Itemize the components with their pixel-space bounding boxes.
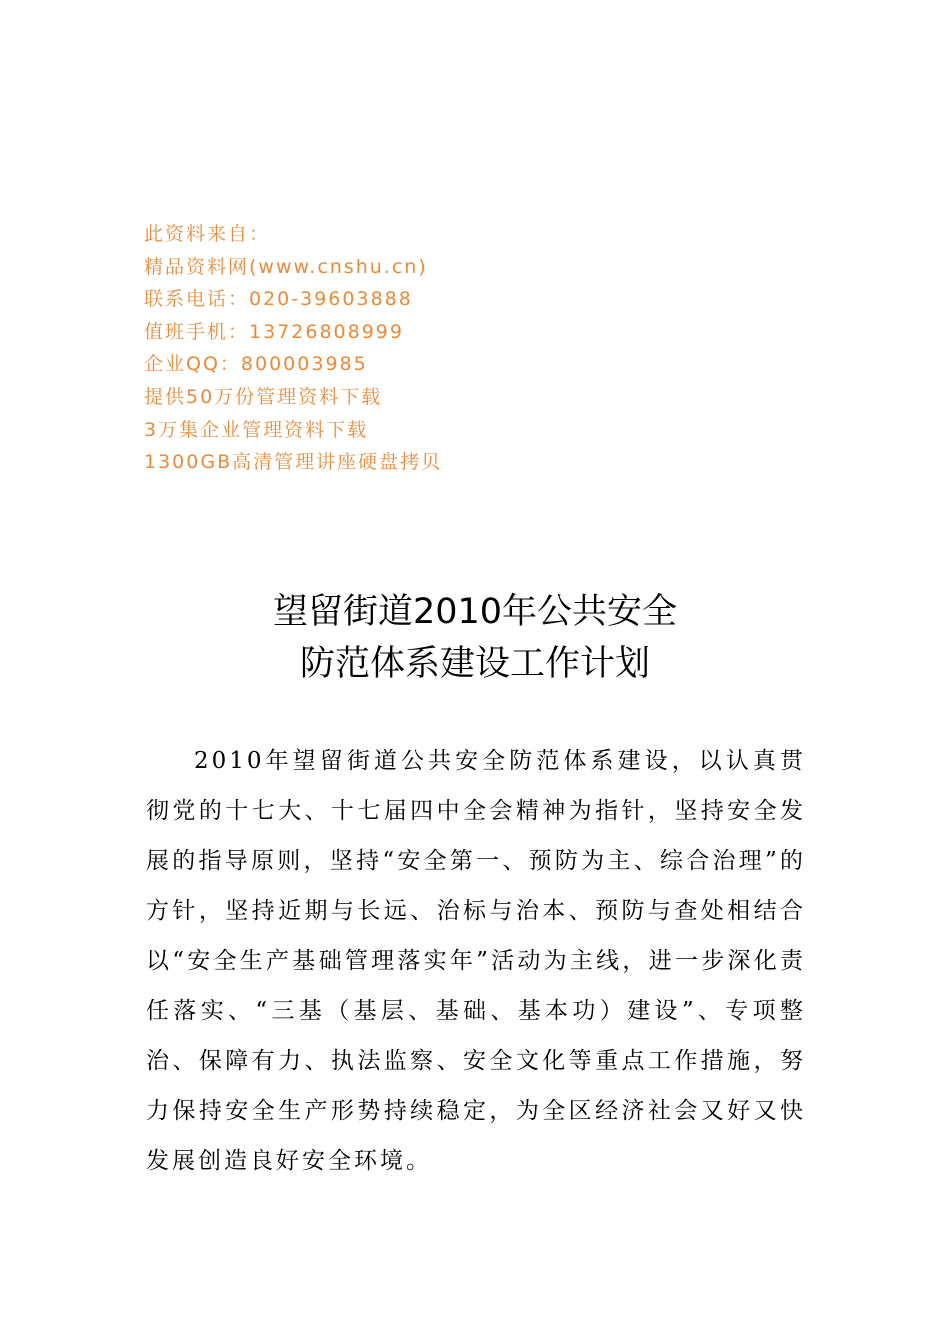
source-line-website: 精品资料网(www.cnshu.cn) bbox=[144, 255, 428, 278]
source-line-offer-lectures: 1300GB高清管理讲座硬盘拷贝 bbox=[144, 451, 443, 474]
source-line-phone: 联系电话：020-39603888 bbox=[144, 288, 413, 311]
document-title-line-1: 望留街道2010年公共安全 bbox=[272, 592, 678, 632]
source-line-qq: 企业QQ：800003985 bbox=[144, 353, 368, 376]
source-info-block bbox=[144, 218, 664, 479]
source-line-intro: 此资料来自： bbox=[144, 223, 271, 245]
source-line-offer-videos: 3万集企业管理资料下载 bbox=[144, 418, 369, 441]
document-title bbox=[0, 586, 950, 690]
document-title-line-2: 防范体系建设工作计划 bbox=[299, 644, 650, 684]
body-paragraph: 2010年望留街道公共安全防范体系建设，以认真贯彻党的十七大、十七届四中全会精神为指针，坚持安全发展的指导原则，坚持“安全第一、预防为主、综合治理”的方针，坚持近期与长远、治标与治本、预防与查处相结合以“安全生产基础管理落实年”活动为主线，进一步深化责任落实、“三基（基层、基础、基本功）建设”、专项整治、保障有力、执法监察、安全文化等重点工作措施，努力保持安全生产形势持续稳定，为全区经济社会又好又快发展创造良好安全环境。 bbox=[146, 748, 806, 1174]
source-line-offer-documents: 提供50万份管理资料下载 bbox=[144, 385, 383, 408]
source-line-mobile: 值班手机：13726808999 bbox=[144, 320, 404, 343]
